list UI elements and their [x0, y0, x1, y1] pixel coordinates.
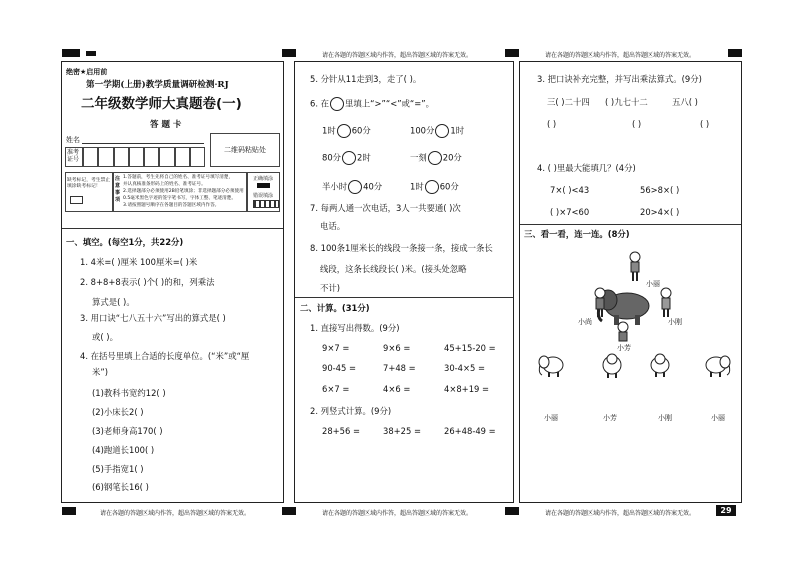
kid-label-bottom: 小芳	[617, 344, 631, 352]
question-4: 4. ( )里最大能填几？(4分)	[537, 163, 636, 173]
answer-blank[interactable]: ( )	[547, 119, 557, 129]
compare-circle[interactable]	[330, 97, 344, 111]
section-1-title: 一、填空。(每空1分，共22分)	[66, 237, 184, 247]
registration-mark	[282, 507, 296, 515]
bottom-notice: 请在各题的答题区域内作答，超出答题区域的答案无效。	[100, 510, 251, 517]
registration-mark	[86, 51, 96, 56]
note-line: 2.选择题部分必须使用2B铅笔填涂；非选择题部分必须使用	[123, 189, 244, 194]
exam-no-cell[interactable]	[144, 147, 159, 167]
compare-item	[322, 124, 371, 138]
exam-no-cell[interactable]	[190, 147, 205, 167]
vertical-calc-item: 26+48-49 =	[444, 426, 496, 436]
fill-in-line: (4)跑道长100( )	[92, 445, 155, 455]
match-label-3: 小刚	[658, 414, 672, 422]
calc-item: 30-4×5 =	[444, 363, 486, 373]
compare-left: 1时	[410, 181, 424, 192]
question-8-line-3: 不计)	[320, 283, 341, 293]
q4-item-4: 20>4×( )	[640, 207, 680, 217]
q3-item-1: 三( )二十四	[547, 97, 590, 107]
fill-in-line: 1. 4米=( )厘米 100厘米=( )米	[80, 257, 198, 267]
calc-item: 4×8+19 =	[444, 384, 490, 394]
compare-left: 1时	[322, 125, 336, 136]
fill-in-line: (1)教科书宽约12( )	[92, 388, 166, 398]
registration-mark	[505, 49, 519, 57]
fill-in-line: (2)小床长2( )	[92, 407, 144, 417]
exam-no-grid[interactable]	[83, 147, 205, 167]
fill-in-line: (3)老师身高170( )	[92, 426, 163, 436]
compare-item	[410, 124, 464, 138]
question-8-line-1: 8. 100条1厘米长的线段一条接一条，接成一条长	[310, 243, 493, 253]
kid-label-left: 小尚	[578, 318, 592, 326]
calc-item: 90-45 =	[322, 363, 357, 373]
fill-example-wrong-label: 错误填涂	[253, 193, 274, 199]
registration-mark	[282, 49, 296, 57]
registration-mark	[62, 49, 80, 57]
q4-item-1: 7×( )<43	[550, 185, 590, 195]
compare-circle[interactable]	[428, 151, 442, 165]
compare-item	[322, 151, 371, 165]
bottom-notice: 请在各题的答题区域内作答，超出答题区域的答案无效。	[322, 510, 473, 517]
question-7-line-1: 7. 每两人通一次电话，3人一共要通( )次	[310, 203, 461, 213]
vertical-calc-item: 28+56 =	[322, 426, 361, 436]
divider	[295, 297, 513, 298]
fill-in-line: (5)手指宽1( )	[92, 464, 144, 474]
elephant-view-4-icon	[706, 356, 730, 377]
calc-item: 4×6 =	[383, 384, 411, 394]
q3-item-2: ( )九七十二	[605, 97, 648, 107]
compare-circle[interactable]	[337, 124, 351, 138]
registration-mark	[728, 49, 742, 57]
exam-no-cell[interactable]	[114, 147, 129, 167]
fill-in-line: 或( )。	[92, 332, 118, 342]
note-line: 1.答题前，考生先将自己的姓名、准考证号填写清楚，	[123, 175, 234, 180]
q4-item-3: ( )×7<60	[550, 207, 590, 217]
kid-label-top: 小丽	[646, 280, 660, 288]
absent-label: 缺考标记，考生禁止填涂缺考标记！	[67, 178, 111, 189]
fill-example-wrong	[253, 200, 279, 208]
question-5: 5. 分针从11走到3，走了( )。	[310, 74, 422, 84]
elephant-center-icon	[598, 290, 649, 325]
name-label: 姓名	[66, 136, 80, 144]
top-notice: 请在各题的答题区域内作答，超出答题区域的答案无效。	[545, 52, 696, 59]
question-7-line-2: 电话。	[320, 221, 346, 231]
divider	[520, 224, 741, 225]
kid-xiaofang-icon	[618, 322, 628, 341]
compare-circle[interactable]	[342, 151, 356, 165]
match-label-2: 小芳	[603, 414, 617, 422]
note-line: 0.5毫米黑色字迹的签字笔书写，字体工整、笔迹清楚。	[123, 196, 236, 201]
fill-in-line: 4. 在括号里填上合适的长度单位。(“米”或“厘	[80, 351, 250, 361]
section-3-title: 三、看一看，连一连。(8分)	[524, 229, 630, 239]
elephant-view-3-icon	[651, 354, 669, 377]
compare-circle[interactable]	[435, 124, 449, 138]
kid-label-right: 小刚	[668, 318, 682, 326]
answer-blank[interactable]: ( )	[700, 119, 710, 129]
compare-left: 半小时	[322, 181, 348, 192]
compare-right: 20分	[442, 152, 462, 163]
vertical-calc-item: 38+25 =	[383, 426, 422, 436]
name-line	[82, 143, 204, 144]
fill-in-line: 2. 8+8+8表示( )个( )的和，列乘法	[80, 277, 215, 287]
notes-head: 注意事项	[115, 176, 121, 203]
calc-item: 6×7 =	[322, 384, 350, 394]
compare-circle[interactable]	[425, 180, 439, 194]
question-8-line-2: 线段，这条长线段长( )米。(接头处忽略	[320, 264, 467, 274]
section-2-title: 二、计算。(31分)	[300, 303, 370, 313]
calc-1-title: 1. 直接写出得数。(9分)	[310, 323, 400, 333]
exam-no-label: 准考证号	[67, 149, 80, 163]
question-6	[310, 97, 434, 111]
exam-no-cell[interactable]	[98, 147, 113, 167]
compare-item	[322, 180, 382, 194]
elephant-view-1-icon	[539, 356, 563, 377]
q4-item-2: 56>8×( )	[640, 185, 680, 195]
absent-checkbox[interactable]	[70, 196, 83, 204]
fill-in-line: 米”)	[92, 367, 108, 377]
notes-list	[123, 174, 245, 209]
compare-item	[410, 180, 459, 194]
exam-no-cell[interactable]	[159, 147, 174, 167]
question-6-prefix: 6. 在	[310, 98, 330, 109]
bottom-notice: 请在各题的答题区域内作答，超出答题区域的答案无效。	[545, 510, 696, 517]
elephant-view-2-icon	[603, 354, 621, 378]
calc-item: 9×6 =	[383, 343, 411, 353]
compare-left: 100分	[410, 125, 435, 136]
match-label-4: 小丽	[711, 414, 725, 422]
registration-mark	[62, 507, 76, 515]
divider	[62, 228, 283, 229]
secret-label: 绝密★启用前	[66, 68, 108, 76]
calc-item: 7+48 =	[383, 363, 416, 373]
exam-no-cell[interactable]	[175, 147, 190, 167]
exam-no-cell[interactable]	[129, 147, 144, 167]
calc-item: 45+15-20 =	[444, 343, 496, 353]
page-number: 29	[716, 505, 736, 516]
top-notice: 请在各题的答题区域内作答，超出答题区域的答案无效。	[322, 52, 473, 59]
calc-item: 9×7 =	[322, 343, 350, 353]
note-line: 并认真核准条形码上的姓名、准考证号。	[123, 182, 206, 187]
kid-xiaoli-icon	[630, 252, 640, 281]
qr-label: 二维码粘贴处	[224, 146, 266, 154]
compare-right: 40分	[363, 181, 383, 192]
compare-right: 60分	[351, 125, 371, 136]
q3-item-3: 五八( )	[672, 97, 698, 107]
compare-left: 80分	[322, 152, 342, 163]
question-6-suffix: 里填上“>”“<”或“=”。	[345, 98, 434, 109]
calc-2-title: 2. 列竖式计算。(9分)	[310, 406, 392, 416]
fill-in-line: (6)钢笔长16( )	[92, 482, 149, 492]
compare-circle[interactable]	[348, 180, 362, 194]
kid-xiaoshang-icon	[595, 288, 605, 317]
exam-subtitle: 第一学期(上册)教学质量调研检测·RJ	[86, 80, 229, 90]
compare-right: 1时	[450, 125, 465, 136]
compare-left: 一刻	[410, 152, 427, 163]
question-3: 3. 把口诀补充完整，并写出乘法算式。(9分)	[537, 74, 702, 84]
answer-card-label: 答 题 卡	[150, 120, 182, 130]
exam-no-cell[interactable]	[83, 147, 98, 167]
answer-blank[interactable]: ( )	[632, 119, 642, 129]
fill-example-label: 正确填涂	[253, 176, 274, 182]
match-label-1: 小丽	[544, 414, 558, 422]
exam-title: 二年级数学师大真题卷(一)	[81, 96, 242, 112]
fill-example-correct	[257, 183, 270, 188]
note-line: 3.请按照题号顺序在各题目的答题区域内作答。	[123, 203, 220, 208]
registration-mark	[505, 507, 519, 515]
compare-right: 2时	[357, 152, 371, 163]
fill-in-line: 3. 用口诀“七八五十六”写出的算式是( )	[80, 313, 226, 323]
compare-item	[410, 151, 462, 165]
kid-xiaogang-icon	[661, 288, 671, 317]
compare-right: 60分	[439, 181, 459, 192]
fill-in-line: 算式是( )。	[92, 297, 135, 307]
